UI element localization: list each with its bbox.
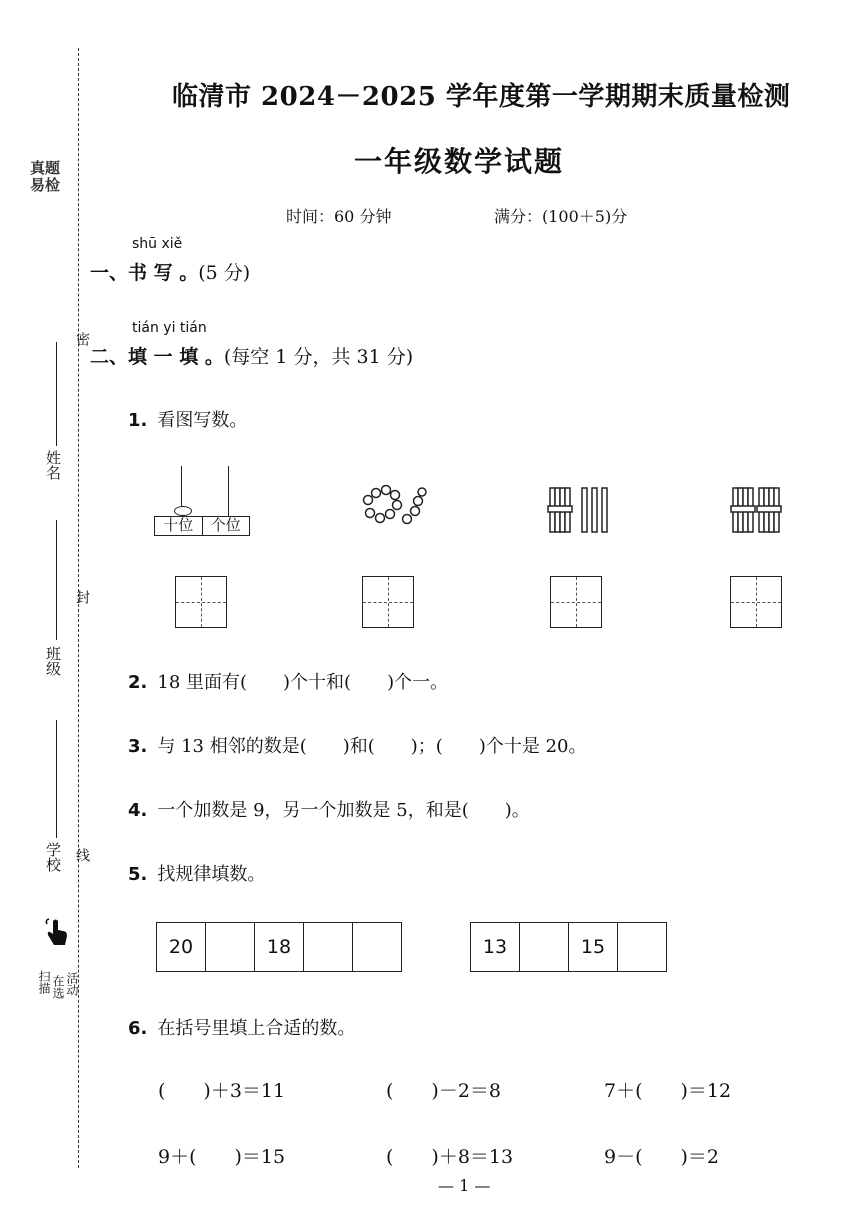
section2-pinyin: tián yi tián [132,320,207,336]
abacus-ones-label: 个位 [210,516,241,534]
section2-points: (每空 1 分，共 31 分) [223,346,414,368]
sequence-1-cell[interactable]: 18 [255,923,304,971]
sequence-1-cell[interactable]: 20 [157,923,206,971]
binding-line [78,48,79,1168]
question-3 [128,732,586,758]
section1-heading [90,258,250,285]
two-bundles-picture [730,484,784,536]
section1-title: 一、书 写 。 [90,262,199,284]
seal-mark-3: 线 [74,848,90,862]
equation[interactable]: 9－( )＝2 [604,1146,720,1168]
seal-mark-1: 密 [74,332,90,346]
abacus-base [154,516,250,536]
equation[interactable]: 7＋( )＝12 [604,1080,732,1102]
sequence-row-1 [156,922,402,972]
stick-bundle-picture [546,484,616,536]
abacus-picture [154,466,254,538]
question-6-number: 6. [128,1018,148,1039]
question-5-number: 5. [128,864,148,885]
question-3-number: 3. [128,736,148,757]
exam-time: 时间：60 分钟 [286,207,392,226]
sequence-1-cell[interactable] [206,923,255,971]
sequence-1-cell[interactable] [304,923,353,971]
exam-score: 满分：(100＋5)分 [494,207,628,226]
side-note-3: 活动 [65,972,79,996]
question-2-number: 2. [128,672,148,693]
name-label: 姓名 [44,450,62,480]
equation[interactable]: ( )－2＝8 [386,1080,502,1102]
school-field-line[interactable] [56,720,57,838]
question-1 [128,406,247,432]
abacus-tens-label: 十位 [155,517,203,535]
question-1-number: 1. [128,410,148,431]
section1-points: (5 分) [198,262,251,284]
sequence-2-cell[interactable] [618,923,666,971]
side-note-1: 扫描 [37,970,51,994]
question-2-text: 18 里面有( )个十和( )个一。 [157,672,449,693]
class-field-line[interactable] [56,520,57,640]
sequence-2-cell[interactable] [520,923,569,971]
bead-string-picture [360,484,430,532]
answer-grid-3[interactable] [550,576,602,628]
seal-mark-2: 封 [74,590,90,604]
school-label: 学校 [44,842,62,872]
name-field-line[interactable] [56,342,57,446]
equation[interactable]: ( )＋3＝11 [158,1080,286,1102]
question-5-text: 找规律填数。 [157,864,266,885]
equation[interactable]: ( )＋8＝13 [386,1146,514,1168]
class-label: 班级 [44,646,62,676]
exam-title: 临清市 2024－2025 学年度第一学期期末质量检测 [172,82,791,112]
sequence-2-cell[interactable]: 13 [471,923,520,971]
section1-pinyin: shū xiě [132,236,183,252]
question-3-text: 与 13 相邻的数是( )和( )；( )个十是 20。 [157,736,587,757]
sequence-row-2 [470,922,667,972]
side-note-2: 在选 [51,975,65,999]
hand-pointer-icon [44,918,70,948]
abacus-rod-ones [228,466,229,516]
page-number: — 1 — [438,1176,491,1195]
answer-grid-4[interactable] [730,576,782,628]
question-5 [128,860,265,886]
abacus-bead [174,506,192,516]
sequence-2-cell[interactable]: 15 [569,923,618,971]
logo-stamp: 真题 易检 [30,159,61,194]
answer-grid-1[interactable] [175,576,227,628]
section2-title: 二、填 一 填 。 [90,346,224,368]
sequence-1-cell[interactable] [353,923,401,971]
question-4-text: 一个加数是 9，另一个加数是 5，和是( )。 [157,800,530,821]
equation[interactable]: 9＋( )＝15 [158,1146,286,1168]
question-4-number: 4. [128,800,148,821]
question-6-text: 在括号里填上合适的数。 [157,1018,356,1039]
question-1-text: 看图写数。 [157,410,248,431]
question-2 [128,668,448,694]
section2-heading [90,342,413,369]
question-6 [128,1014,355,1040]
question-4 [128,796,530,822]
answer-grid-2[interactable] [362,576,414,628]
exam-subtitle: 一年级数学试题 [354,145,565,178]
